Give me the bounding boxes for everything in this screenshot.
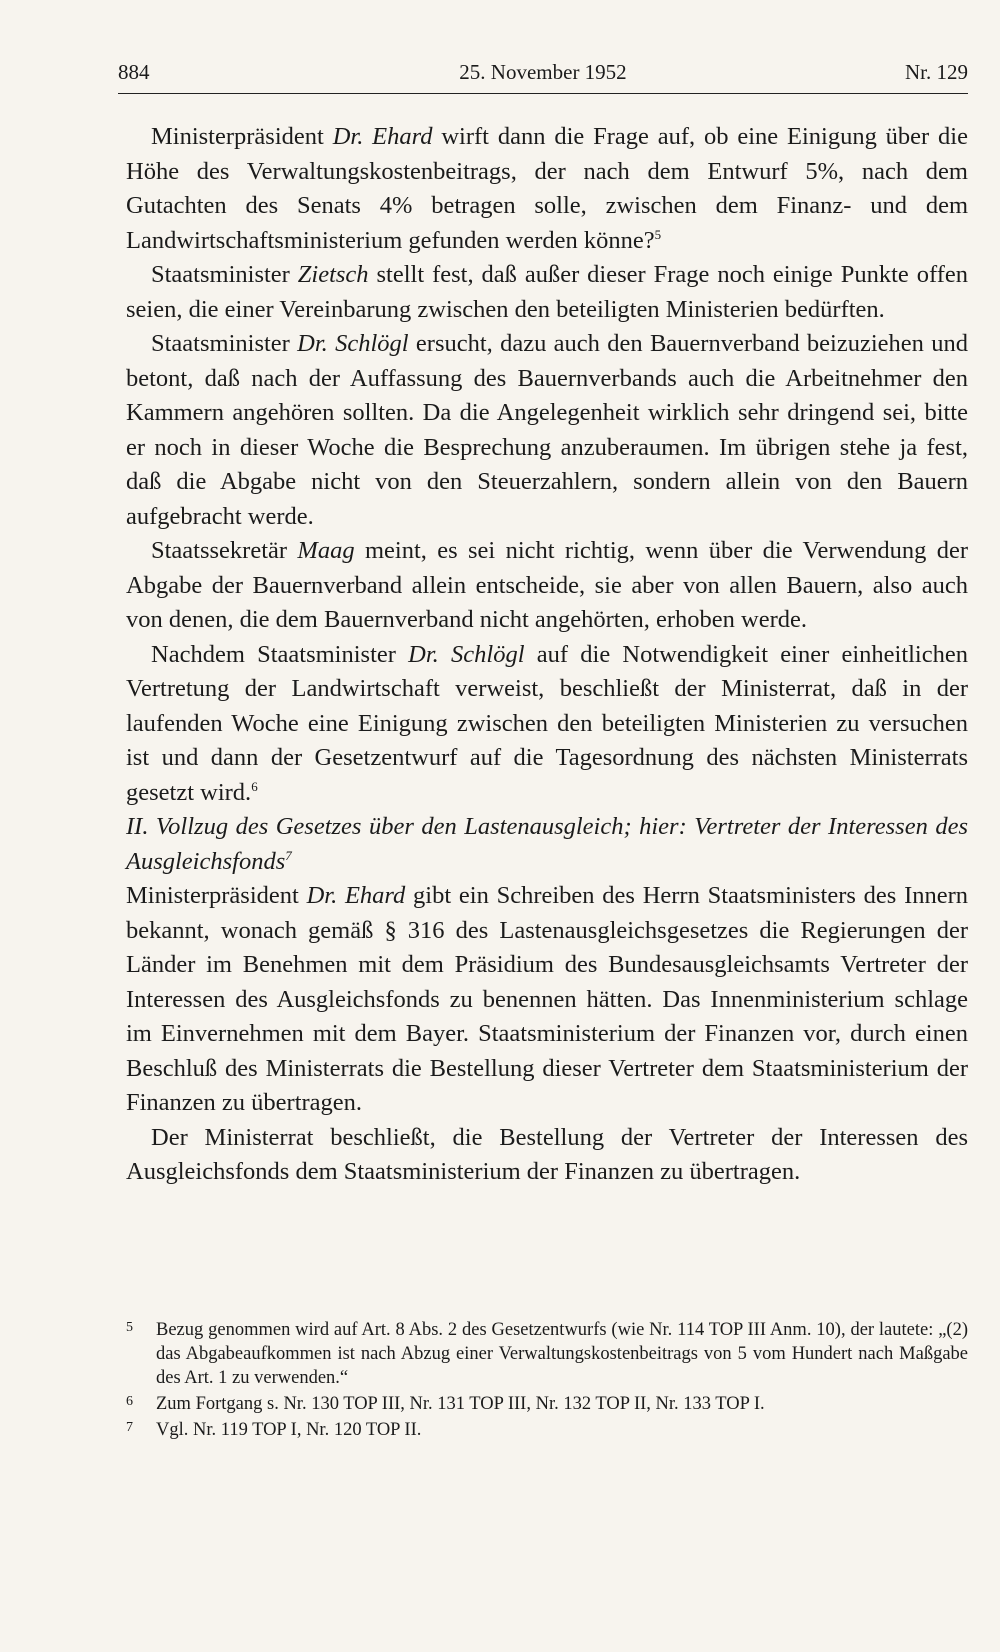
speaker-name: Dr. Ehard: [306, 882, 406, 909]
footnote-text: Vgl. Nr. 119 TOP I, Nr. 120 TOP II.: [156, 1420, 422, 1440]
text-run: Staatsminister: [151, 330, 298, 357]
footnote-ref: 5: [654, 226, 662, 242]
speaker-name: Maag: [297, 537, 355, 564]
paragraph: [126, 120, 968, 258]
paragraph: [126, 534, 968, 638]
paragraph: [126, 327, 968, 534]
footnote-ref: 7: [285, 847, 292, 863]
paragraph: [126, 1121, 968, 1190]
section-title: II. Vollzug des Gesetzes über den Lastenausgleich; hier: Vertreter der Interessen des Ausgleichsfonds: [126, 813, 968, 875]
text-run: auf die Notwendigkeit einer einheitlichen Vertretung der Landwirtschaft verweist, beschließt der Ministerrat, daß in der laufenden Woche eine Einigung zwischen den beteiligten Ministerien zu versuchen ist und dann der Gesetzentwurf auf die Tagesordnung des nächsten Ministerrats gesetzt wird.: [126, 640, 968, 806]
footnote-mark: 6: [126, 1394, 133, 1409]
text-run: gibt ein Schreiben des Herrn Staatsministers des Innern bekannt, wonach gemäß § 316 des Lastenausgleichsgesetzes die Regierungen der Länder im Benehmen mit dem Präsidium des Bundesausgleichsamts Vertreter der Interessen des Ausgleichsfonds zu benennen hätten. Das Innenministerium schlage im Einvernehmen mit dem Bayer. Staatsministerium der Finanzen vor, durch einen Beschluß des Ministerrats die Bestellung dieser Vertreter dem Staatsministerium der Finanzen zu übertragen.: [126, 882, 969, 1116]
footnotes: [126, 1318, 968, 1444]
running-header: [118, 60, 968, 92]
text-run: Staatssekretär: [151, 537, 298, 564]
footnote-mark: 5: [126, 1320, 133, 1335]
text-run: meint, es sei nicht richtig, wenn über die Verwendung der Abgabe der Bauernverband allein entscheide, sie aber von allen Bauern, also auch von denen, die dem Bauernverband nicht angehörten, erhoben werde.: [126, 537, 968, 633]
text-run: Ministerpräsident: [151, 123, 333, 150]
text-run: Ministerpräsident: [126, 882, 307, 909]
section-heading: [126, 810, 968, 879]
text-run: Der Ministerrat beschließt, die Bestellung der Vertreter der Interessen des Ausgleichsfonds dem Staatsministerium der Finanzen zu übertragen.: [126, 1123, 968, 1185]
footnote: [126, 1392, 968, 1416]
text-run: ersucht, dazu auch den Bauernverband beizuziehen und betont, daß nach der Auffassung des Bauernverbands auch die Arbeitnehmer den Kammern angehören sollten. Da die Angelegenheit wirklich sehr dringend sei, bitte er noch in dieser Woche die Besprechung anzuberaumen. Im übrigen stehe ja fest, daß die Abgabe nicht von den Steuerzahlern, sondern allein von den Bauern aufgebracht werde.: [126, 330, 968, 530]
header-date: 25. November 1952: [459, 60, 627, 84]
footnote: [126, 1318, 968, 1390]
footnote-text: Bezug genommen wird auf Art. 8 Abs. 2 des Gesetzentwurfs (wie Nr. 114 TOP III Anm. 10), der lautete: „(2) das Abgabeaufkommen ist nach Abzug einer Verwaltungskostenbeitrags von 5 vom Hundert nach Maßgabe des Art. 1 zu verwenden.“: [156, 1320, 968, 1388]
paragraph: [126, 638, 968, 811]
footnote: [126, 1418, 968, 1442]
text-run: Staatsminister: [151, 261, 298, 288]
text-run: Nachdem Staatsminister: [151, 640, 409, 668]
page-number: 884: [118, 60, 150, 84]
header-rule: [118, 93, 968, 94]
text-run: stellt fest, daß außer dieser Frage noch einige Punkte offen seien, die einer Vereinbarung zwischen den beteiligten Ministerien bedürften.: [126, 261, 968, 323]
footnote-ref: 6: [251, 778, 258, 794]
document-number: Nr. 129: [905, 60, 968, 84]
main-text: [126, 120, 968, 1190]
paragraph: [126, 879, 968, 1121]
paragraph: [126, 258, 968, 327]
speaker-name: Dr. Schlögl: [297, 330, 409, 357]
speaker-name: Zietsch: [297, 261, 369, 288]
speaker-name: Dr. Ehard: [332, 123, 433, 150]
text-run: wirft dann die Frage auf, ob eine Einigung über die Höhe des Verwaltungskostenbeitrags, der nach dem Entwurf 5%, nach dem Gutachten des Senats 4% betragen solle, zwischen dem Finanz- und dem Landwirtschaftsministerium gefunden werden könne?: [126, 123, 968, 254]
footnote-text: Zum Fortgang s. Nr. 130 TOP III, Nr. 131 TOP III, Nr. 132 TOP II, Nr. 133 TOP I.: [156, 1394, 765, 1414]
footnote-mark: 7: [126, 1420, 133, 1435]
speaker-name: Dr. Schlögl: [408, 640, 525, 668]
